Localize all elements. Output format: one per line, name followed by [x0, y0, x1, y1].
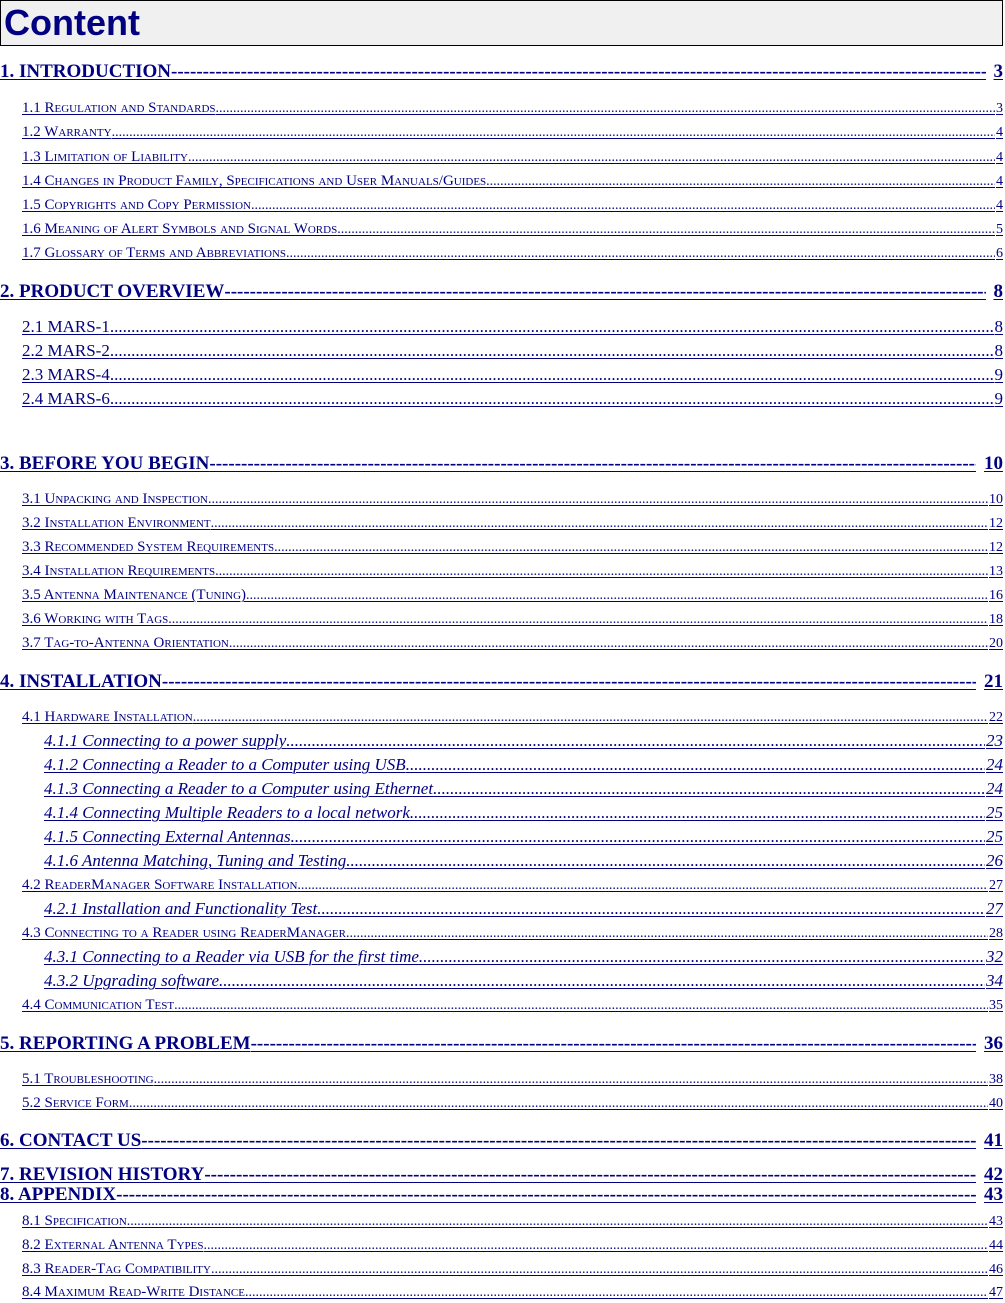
toc-subitem-external-antennas[interactable]: 4.1.5 Connecting External Antennas ..... 25 — [44, 827, 1003, 847]
toc-subitem-multiple-readers[interactable]: 4.1.4 Connecting Multiple Readers to a local network ..... 25 — [44, 803, 1003, 823]
page-title: Content — [4, 2, 140, 43]
toc-subitem-ethernet[interactable]: 4.1.3 Connecting a Reader to a Computer using Ethernet ..... 24 — [44, 779, 1003, 799]
toc-item-mars-2[interactable]: 2.2 MARS-2 ..... 8 — [22, 341, 1003, 360]
toc-subitem-usb-first-time[interactable]: 4.3.1 Connecting to a Reader via USB for the first time ..... 32 — [44, 947, 1003, 967]
toc-item-installation-environment[interactable]: 3.2 Installation Environment ..... 12 — [22, 514, 1003, 533]
toc-subitem-functionality-test[interactable]: 4.2.1 Installation and Functionality Test ..... 27 — [44, 899, 1003, 919]
toc-section-product-overview[interactable]: 2. PRODUCT OVERVIEW ----- 8 — [0, 280, 1003, 304]
toc-item-warranty[interactable]: 1.2 Warranty ..... 4 — [22, 123, 1003, 142]
toc-item-glossary[interactable]: 1.7 Glossary of Terms and Abbreviations ..... 6 — [22, 244, 1003, 263]
toc-item-hardware-installation[interactable]: 4.1 Hardware Installation ..... 22 — [22, 708, 1003, 727]
toc-section-introduction[interactable]: 1. INTRODUCTION ----- 3 — [0, 60, 1003, 84]
toc-item-copyrights[interactable]: 1.5 Copyrights and Copy Permission ..... 4 — [22, 196, 1003, 215]
toc-item-readermanager-installation[interactable]: 4.2 ReaderManager Software Installation ..... 27 — [22, 876, 1003, 895]
toc-item-reader-tag-compatibility[interactable]: 8.3 Reader-Tag Compatibility ..... 46 — [22, 1260, 1003, 1279]
toc-item-external-antenna-types[interactable]: 8.2 External Antenna Types ..... 44 — [22, 1236, 1003, 1255]
toc-subitem-power-supply[interactable]: 4.1.1 Connecting to a power supply ..... 23 — [44, 731, 1003, 751]
toc-item-installation-requirements[interactable]: 3.4 Installation Requirements ..... 13 — [22, 562, 1003, 581]
toc-item-system-requirements[interactable]: 3.3 Recommended System Requirements ..... 12 — [22, 538, 1003, 557]
toc-item-troubleshooting[interactable]: 5.1 Troubleshooting ..... 38 — [22, 1070, 1003, 1089]
toc-item-antenna-maintenance[interactable]: 3.5 Antenna Maintenance (Tuning) ..... 16 — [22, 586, 1003, 605]
toc-item-max-read-write-distance[interactable]: 8.4 Maximum Read-Write Distance ..... 47 — [22, 1283, 1003, 1302]
toc-section-installation[interactable]: 4. INSTALLATION ----- 21 — [0, 670, 1003, 694]
toc-item-limitation[interactable]: 1.3 Limitation of Liability ..... 4 — [22, 148, 1003, 167]
toc-item-specification[interactable]: 8.1 Specification ..... 43 — [22, 1212, 1003, 1231]
toc-item-mars-1[interactable]: 2.1 MARS-1 ..... 8 — [22, 317, 1003, 336]
toc-item-regulation[interactable]: 1.1 Regulation and Standards ..... 3 — [22, 99, 1003, 118]
toc-section-reporting-problem[interactable]: 5. REPORTING A PROBLEM ----- 36 — [0, 1032, 1003, 1056]
toc-subitem-upgrading-software[interactable]: 4.3.2 Upgrading software ..... 34 — [44, 971, 1003, 991]
toc-item-tag-orientation[interactable]: 3.7 Tag-to-Antenna Orientation ..... 20 — [22, 634, 1003, 653]
toc-item-mars-4[interactable]: 2.3 MARS-4 ..... 9 — [22, 365, 1003, 384]
toc-item-working-with-tags[interactable]: 3.6 Working with Tags ..... 18 — [22, 610, 1003, 629]
toc-item-alert-symbols[interactable]: 1.6 Meaning of Alert Symbols and Signal Words ..... 5 — [22, 220, 1003, 239]
toc-subitem-usb[interactable]: 4.1.2 Connecting a Reader to a Computer using USB ..... 24 — [44, 755, 1003, 775]
toc-section-before-you-begin[interactable]: 3. BEFORE YOU BEGIN ----- 10 — [0, 452, 1003, 476]
toc-item-unpacking[interactable]: 3.1 Unpacking and Inspection ..... 10 — [22, 490, 1003, 509]
toc-item-changes[interactable]: 1.4 Changes in Product Family, Specifications and User Manuals/Guides ..... 4 — [22, 172, 1003, 191]
toc-subitem-antenna-matching[interactable]: 4.1.6 Antenna Matching, Tuning and Testing ..... 26 — [44, 851, 1003, 871]
toc-item-communication-test[interactable]: 4.4 Communication Test ..... 35 — [22, 996, 1003, 1015]
toc-section-contact-us[interactable]: 6. CONTACT US ----- 41 — [0, 1129, 1003, 1153]
toc-section-appendix[interactable]: 8. APPENDIX ----- 43 — [0, 1183, 1003, 1207]
toc-item-connecting-readermanager[interactable]: 4.3 Connecting to a Reader using ReaderManager ..... 28 — [22, 924, 1003, 943]
toc-item-mars-6[interactable]: 2.4 MARS-6 ..... 9 — [22, 389, 1003, 408]
toc-item-service-form[interactable]: 5.2 Service Form ..... 40 — [22, 1094, 1003, 1113]
toc-section-revision-history[interactable]: 7. REVISION HISTORY ----- 42 — [0, 1163, 1003, 1187]
